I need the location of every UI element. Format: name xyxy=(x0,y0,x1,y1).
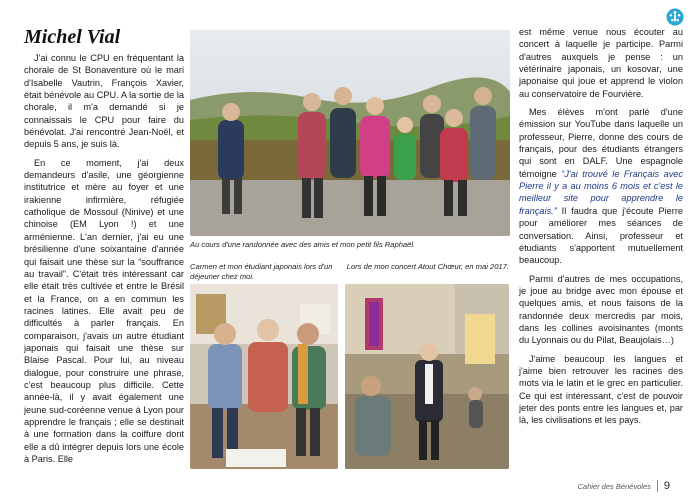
paragraph-students: En ce moment, j'ai deux demandeurs d'asile, une géorgienne institutrice et mère au foyer et une irakienne infirmière, réfugiée catholique de Mossoul (Ninive) et une chinoise (EM Lyon !) et une arménienne. L'an dernier, j'ai eu une brésilienne d'une soixantaine d'année qui faisait une thèse sur la “souffrance au travail”. C'était très intéressant car elle était très cultivée et entre le Brésil et la France, on a en commun les racines latines. Elle avait peu de difficultés à parler français. En comparaison, j'avais un autre étudiant japonais qui faisait une thèse sur Blaise Pascal. Pour lui, au niveau dialogue, pour construire une phrase, c'est beaucoup plus difficile. Cette année-là, il y avait également une jeune sud-coréenne venue à Lyon pour apprendre le français ; elle se destinait à une formation dans la coiffure dont elle a dû intégrer depuis lors une école à Paris. Elle xyxy=(24,157,184,464)
paragraph-intro: J'ai connu le CPU en fréquentant la chorale de St Bonaventure où le mari d'Isabelle Vautrin, François Xavier, était bénévole au CPU. A la sortie de la chorale, il m'a demandé si je connaissais le CPU pour faire du bénévolat. J'ai rencontré Jean-Noël, et depuis 5 ans, je suis là. xyxy=(24,53,184,150)
publication-name: Cahier des Bénévoles xyxy=(577,481,651,491)
concert-photo xyxy=(345,284,509,469)
lunch-photo xyxy=(190,284,338,469)
paragraph-languages: J'aime beaucoup les langues et j'aime bien retrouver les racines des mots via le latin et le grec en particulier. Ce qui est intéressant, c'est de pouvoir jeter des ponts entre les langues et, par là, les civilisations et les pays. xyxy=(519,353,683,426)
paragraph-youtube xyxy=(519,106,683,266)
hiking-group-photo xyxy=(190,30,510,236)
article-title: Michel Vial xyxy=(24,26,121,48)
quote-spanish-student: “J'ai trouvé le Français avec Pierre il y a au moins 6 mois et c'est le meilleur site pour apprendre le français.” xyxy=(519,168,683,216)
paragraph-hobbies: Parmi d'autres de mes occupations, je joue au bridge avec mon épouse et quelques amis, et nous faisons de la randonnée deux mercredis par mois, dans les collines avoisinantes (monts du Lyonnais ou du Pilat, Beaujolais…) xyxy=(519,273,683,346)
caption-hiking-photo: Au cours d'une randonnée avec des amis et mon petit fils Raphaël. xyxy=(190,240,416,249)
paragraph-youtube-intro: Mes élèves m'ont parlé d'une émission sur YouTube dans laquelle un professeur, Pierre, donne des cours de français, pour des étudiants étrangers qui sont en DALF. Une espagnole témoigne xyxy=(519,107,683,179)
article-column-1 xyxy=(24,26,184,471)
footer-divider xyxy=(657,480,658,492)
page-number: 9 xyxy=(663,480,670,492)
caption-lunch-photo: Carmen et mon étudiant japonais lors d'un déjeuner chez moi. xyxy=(190,262,333,281)
article-column-3 xyxy=(519,26,683,433)
paragraph-youtube-end: Il faudra que j'écoute Pierre pour améliorer mes séances de conversation. Ainsi, professeur et étudiants s'apportent mutuellement beaucoup. xyxy=(519,205,683,266)
paragraph-concert: est même venue nous écouter au concert à laquelle je participe. Parmi d'autres auxquels je pense : un vétérinaire japonais, un kosovar, une japonaise qui joue et apprend le violon au conservatoire de Fourvière. xyxy=(519,27,683,99)
caption-concert-photo: Lors de mon concert Atout Chœur, en mai 2017. xyxy=(346,262,509,271)
page-footer xyxy=(577,480,670,492)
publication-logo-icon xyxy=(666,8,684,26)
